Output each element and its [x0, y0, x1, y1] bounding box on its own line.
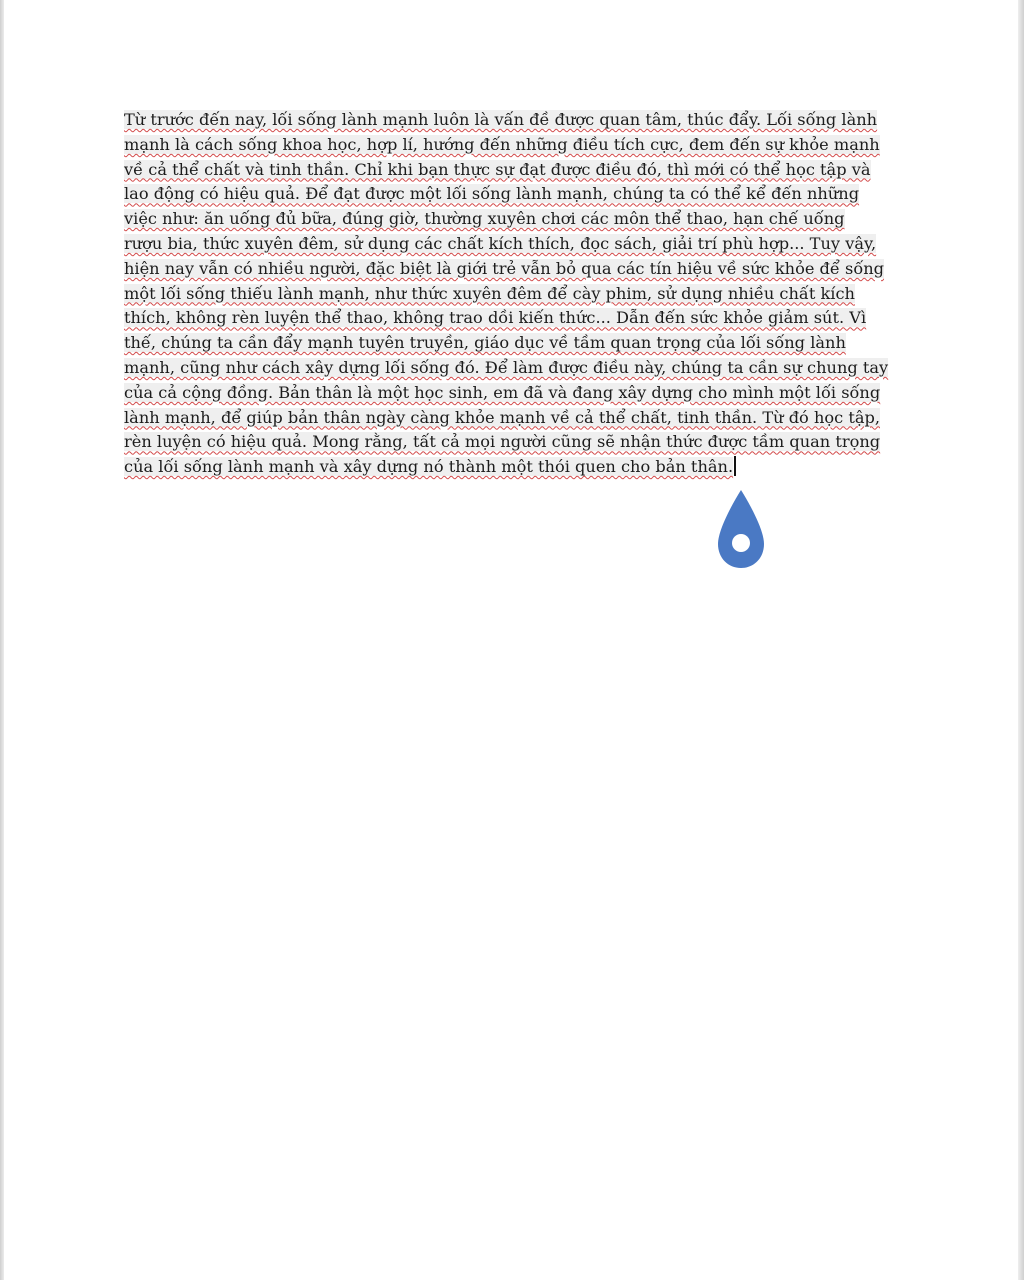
paragraph-line[interactable] — [124, 232, 900, 257]
paragraph-line[interactable] — [124, 306, 900, 331]
line-text: về cả thể chất và tinh thần. Chỉ khi bạn thực sự đạt được điều đó, thì mới có thể học tập và — [124, 159, 871, 179]
line-text: của lối sống lành mạnh và xây dựng nó thành một thói quen cho bản thân. — [124, 457, 734, 477]
paragraph-line[interactable] — [124, 430, 900, 455]
paragraph-line[interactable] — [124, 108, 900, 133]
line-text: việc như: ăn uống đủ bữa, đúng giờ, thường xuyên chơi các môn thể thao, hạn chế uống — [124, 209, 845, 229]
paragraph-line[interactable] — [124, 282, 900, 307]
line-text: rượu bia, thức xuyên đêm, sử dụng các chất kích thích, đọc sách, giải trí phù hợp... Tuy vậy, — [124, 233, 877, 253]
paragraph-line[interactable] — [124, 455, 900, 480]
document-body[interactable] — [124, 108, 900, 480]
line-text: rèn luyện có hiệu quả. Mong rằng, tất cả mọi người cũng sẽ nhận thức được tầm quan trọng — [124, 432, 881, 452]
paragraph-line[interactable] — [124, 133, 900, 158]
line-text: hiện nay vẫn có nhiều người, đặc biệt là giới trẻ vẫn bỏ qua các tín hiệu về sức khỏe để sống — [124, 258, 885, 278]
page-left-edge — [0, 0, 4, 1280]
line-text: thích, không rèn luyện thể thao, không trao dồi kiến thức... Dẫn đến sức khỏe giảm sút. Vì — [124, 308, 867, 328]
paragraph-line[interactable] — [124, 406, 900, 431]
line-text: mạnh là cách sống khoa học, hợp lí, hướng đến những điều tích cực, đem đến sự khỏe mạnh — [124, 134, 880, 154]
page-right-edge — [1018, 0, 1024, 1280]
line-text: thế, chúng ta cần đẩy mạnh tuyên truyền, giáo dục về tầm quan trọng của lối sống lành — [124, 333, 846, 353]
paragraph-line[interactable] — [124, 257, 900, 282]
line-text: lành mạnh, để giúp bản thân ngày càng khỏe mạnh về cả thể chất, tinh thần. Từ đó học tập, — [124, 407, 880, 427]
line-text: mạnh, cũng như cách xây dựng lối sống đó. Để làm được điều này, chúng ta cần sự chung tay — [124, 357, 889, 377]
paragraph-line[interactable] — [124, 356, 900, 381]
line-text: lao động có hiệu quả. Để đạt được một lối sống lành mạnh, chúng ta có thể kể đến những — [124, 184, 860, 204]
line-text: Từ trước đến nay, lối sống lành mạnh luôn là vấn đề được quan tâm, thúc đẩy. Lối sống lành — [124, 110, 878, 129]
line-text: của cả cộng đồng. Bản thân là một học sinh, em đã và đang xây dựng cho mình một lối sống — [124, 382, 881, 402]
paragraph-line[interactable] — [124, 381, 900, 406]
paragraph-line[interactable] — [124, 158, 900, 183]
line-text: một lối sống thiếu lành mạnh, như thức xuyên đêm để cày phim, sử dụng nhiều chất kích — [124, 283, 855, 303]
paragraph-line[interactable] — [124, 182, 900, 207]
paragraph-line[interactable] — [124, 207, 900, 232]
paragraph-line[interactable] — [124, 331, 900, 356]
text-cursor — [734, 456, 736, 476]
teardrop-handle-icon[interactable] — [714, 488, 768, 570]
